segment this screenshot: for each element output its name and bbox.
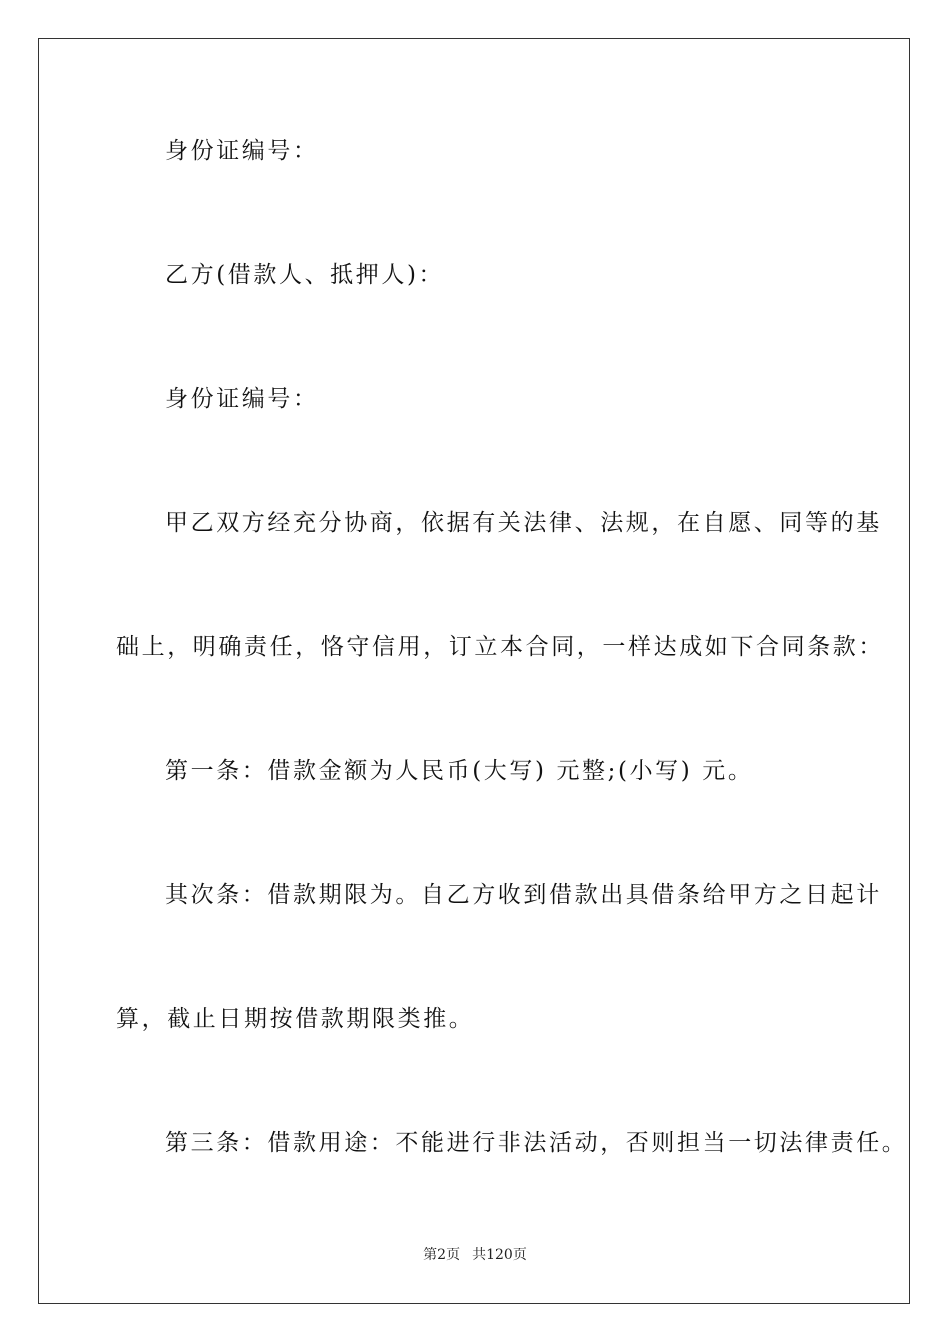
page-border: [38, 38, 910, 1304]
article-2-line-1: 其次条：借款期限为。自乙方收到借款出具借条给甲方之日起计: [165, 882, 882, 908]
party-b-line: 乙方(借款人、抵押人)：: [165, 262, 445, 288]
page-number: 第2页: [423, 1247, 461, 1263]
article-1-line: 第一条：借款金额为人民币(大写) 元整;(小写) 元。: [165, 758, 754, 784]
preamble-line-2: 础上，明确责任，恪守信用，订立本合同，一样达成如下合同条款：: [116, 634, 884, 660]
preamble-line-1: 甲乙双方经充分协商，依据有关法律、法规，在自愿、同等的基: [165, 510, 882, 536]
id-number-line-party-b: 身份证编号：: [165, 386, 319, 412]
page-footer: [0, 1246, 950, 1264]
article-2-line-2: 算，截止日期按借款期限类推。: [116, 1006, 475, 1032]
id-number-line-party-a: 身份证编号：: [165, 138, 319, 164]
page-total: 共120页: [472, 1247, 527, 1263]
article-3-line: 第三条：借款用途：不能进行非法活动，否则担当一切法律责任。: [165, 1130, 908, 1156]
